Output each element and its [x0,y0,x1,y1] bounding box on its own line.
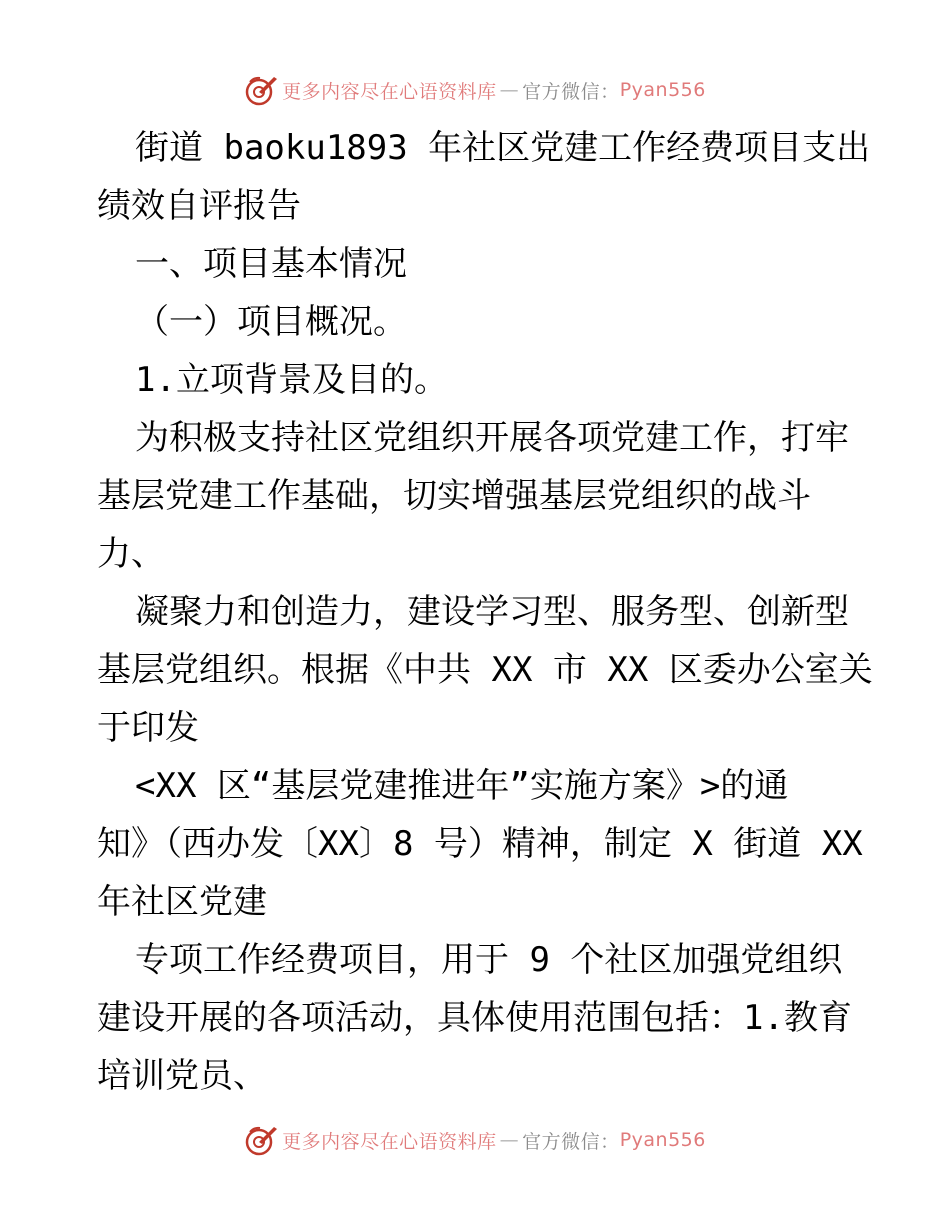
paragraph-line: 凝聚力和创造力，建设学习型、服务型、创新型 [135,592,849,632]
banner-title: 更多内容尽在心语资料库 [282,1130,497,1153]
paragraph-line: 基层党组织。根据《中共 XX 市 XX 区委办公室关 [97,650,873,690]
section-heading: 一、项目基本情况 [135,244,407,284]
banner-contact-label: 官方微信： [522,1130,620,1153]
banner-wechat-id: Pyan556 [619,1129,706,1151]
document-title-line-1: 街道 baoku1893 年社区党建工作经费项目支出 [135,128,871,168]
header-watermark-banner [0,70,950,110]
banner-dash: — [499,79,520,101]
banner-title: 更多内容尽在心语资料库 [282,80,497,103]
pen-logo-icon [244,1123,278,1157]
banner-contact-label: 官方微信： [522,80,620,103]
paragraph-line: 培训党员、 [97,1056,267,1096]
paragraph-line: 年社区党建 [97,882,267,922]
pen-logo-icon [244,73,278,107]
document-title-line-2: 绩效自评报告 [97,186,301,226]
subsection-heading: （一）项目概况。 [135,302,407,342]
paragraph-line: 基层党建工作基础，切实增强基层党组织的战斗 [97,476,811,516]
paragraph-line: 建设开展的各项活动，具体使用范围包括：1.教育 [97,998,852,1038]
banner-wechat-id: Pyan556 [619,79,706,101]
banner-dash: — [499,1129,520,1151]
footer-watermark-banner [0,1120,950,1160]
paragraph-line: 专项工作经费项目，用于 9 个社区加强党组织 [135,940,843,980]
paragraph-line: 力、 [97,534,165,574]
paragraph-line: <XX 区“基层党建推进年”实施方案》>的通 [135,766,789,806]
paragraph-line: 知》（西办发〔XX〕8 号）精神，制定 X 街道 XX [97,824,863,864]
item-heading: 1.立项背景及目的。 [135,360,448,400]
paragraph-line: 于印发 [97,708,199,748]
paragraph-line: 为积极支持社区党组织开展各项党建工作，打牢 [135,418,849,458]
